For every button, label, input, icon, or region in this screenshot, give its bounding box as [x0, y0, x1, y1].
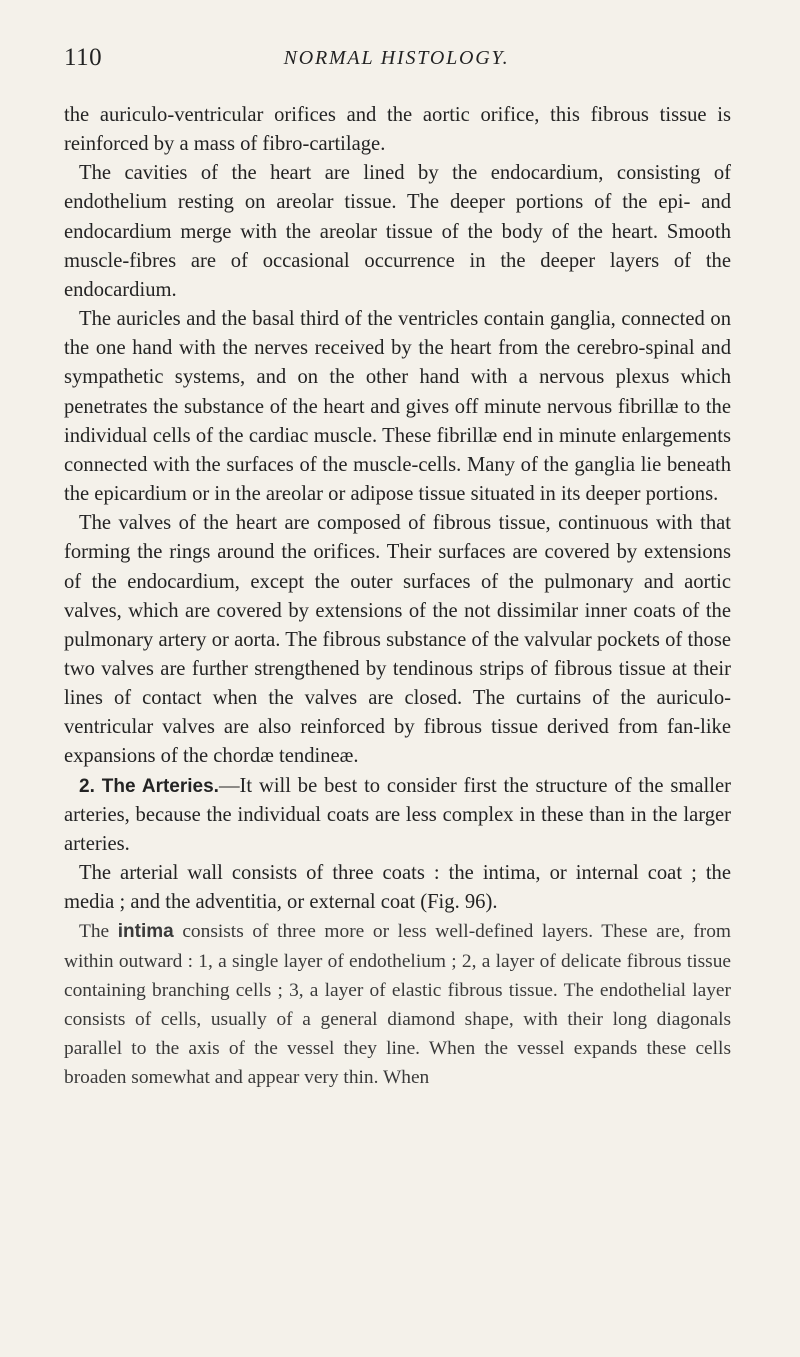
running-head: NORMAL HISTOLOGY. — [283, 47, 510, 69]
paragraph-endocardium: The cavities of the heart are lined by the endocardium, consisting of endothelium resting on areolar tissue. The deeper portions of the epi- and endocardium merge with the areolar tissue of the body of the heart. Smooth muscle-fibres are of occasional occurrence in the deeper layers of the endocardium. — [64, 162, 731, 301]
page-header — [64, 44, 729, 84]
section-heading-arteries: 2. The Arteries. — [79, 775, 219, 797]
paragraph-arteries — [64, 772, 731, 859]
paragraph-arteries-text: —It will be best to consider first the structure of the smaller arteries, because the individual coats are less complex in these than in the larger arteries. — [64, 774, 731, 855]
paragraph-continuation: the auriculo-ventricular orifices and the aortic orifice, this fibrous tissue is reinforced by a mass of fibro-cartilage. — [64, 104, 731, 156]
page-number: 110 — [64, 44, 103, 71]
term-intima: intima — [117, 921, 174, 943]
paragraph-ganglia: The auricles and the basal third of the ventricles contain ganglia, connected on the one hand with the nerves received by the heart from the cerebro-spinal and sympathetic systems, and on the other hand with a nervous plexus which penetrates the substance of the heart and gives off minute nervous fibrillæ to the individual cells of the cardiac muscle. These fibrillæ end in minute enlargements connected with the surfaces of the muscle-cells. Many of the ganglia lie beneath the epicardium or in the areolar or adipose tissue situated in its deeper portions. — [64, 308, 731, 506]
body-text — [64, 101, 731, 1092]
paragraph-arterial-wall: The arterial wall consists of three coats : the intima, or internal coat ; the media ; and the adventitia, or external coat (Fig. 96). — [64, 862, 731, 914]
paragraph-intima-lead: The — [79, 921, 110, 943]
paragraph-valves: The valves of the heart are composed of fibrous tissue, continuous with that forming the rings around the orifices. Their surfaces are covered by extensions of the endocardium, except the outer surfaces of the pulmonary and aortic valves, which are covered by extensions of the not dissimilar inner coats of the pulmonary artery or aorta. The fibrous substance of the valvular pockets of those two valves are further strengthened by tendinous strips of fibrous tissue at their lines of contact when the valves are closed. The curtains of the auriculo-ventricular valves are also reinforced by fibrous tissue derived from fan-like expansions of the chordæ tendineæ. — [64, 512, 731, 768]
paragraph-intima — [64, 917, 731, 1092]
paragraph-intima-text: consists of three more or less well-defined layers. These are, from within outward : 1, a single layer of endothelium ; 2, a layer of delicate fibrous tissue containing branching cells ; 3, a layer of elastic fibrous tissue. The endothelial layer consists of cells, usually of a general diamond shape, with their long diagonals parallel to the axis of the vessel they line. When the vessel expands these cells broaden somewhat and appear very thin. When — [64, 921, 731, 1089]
